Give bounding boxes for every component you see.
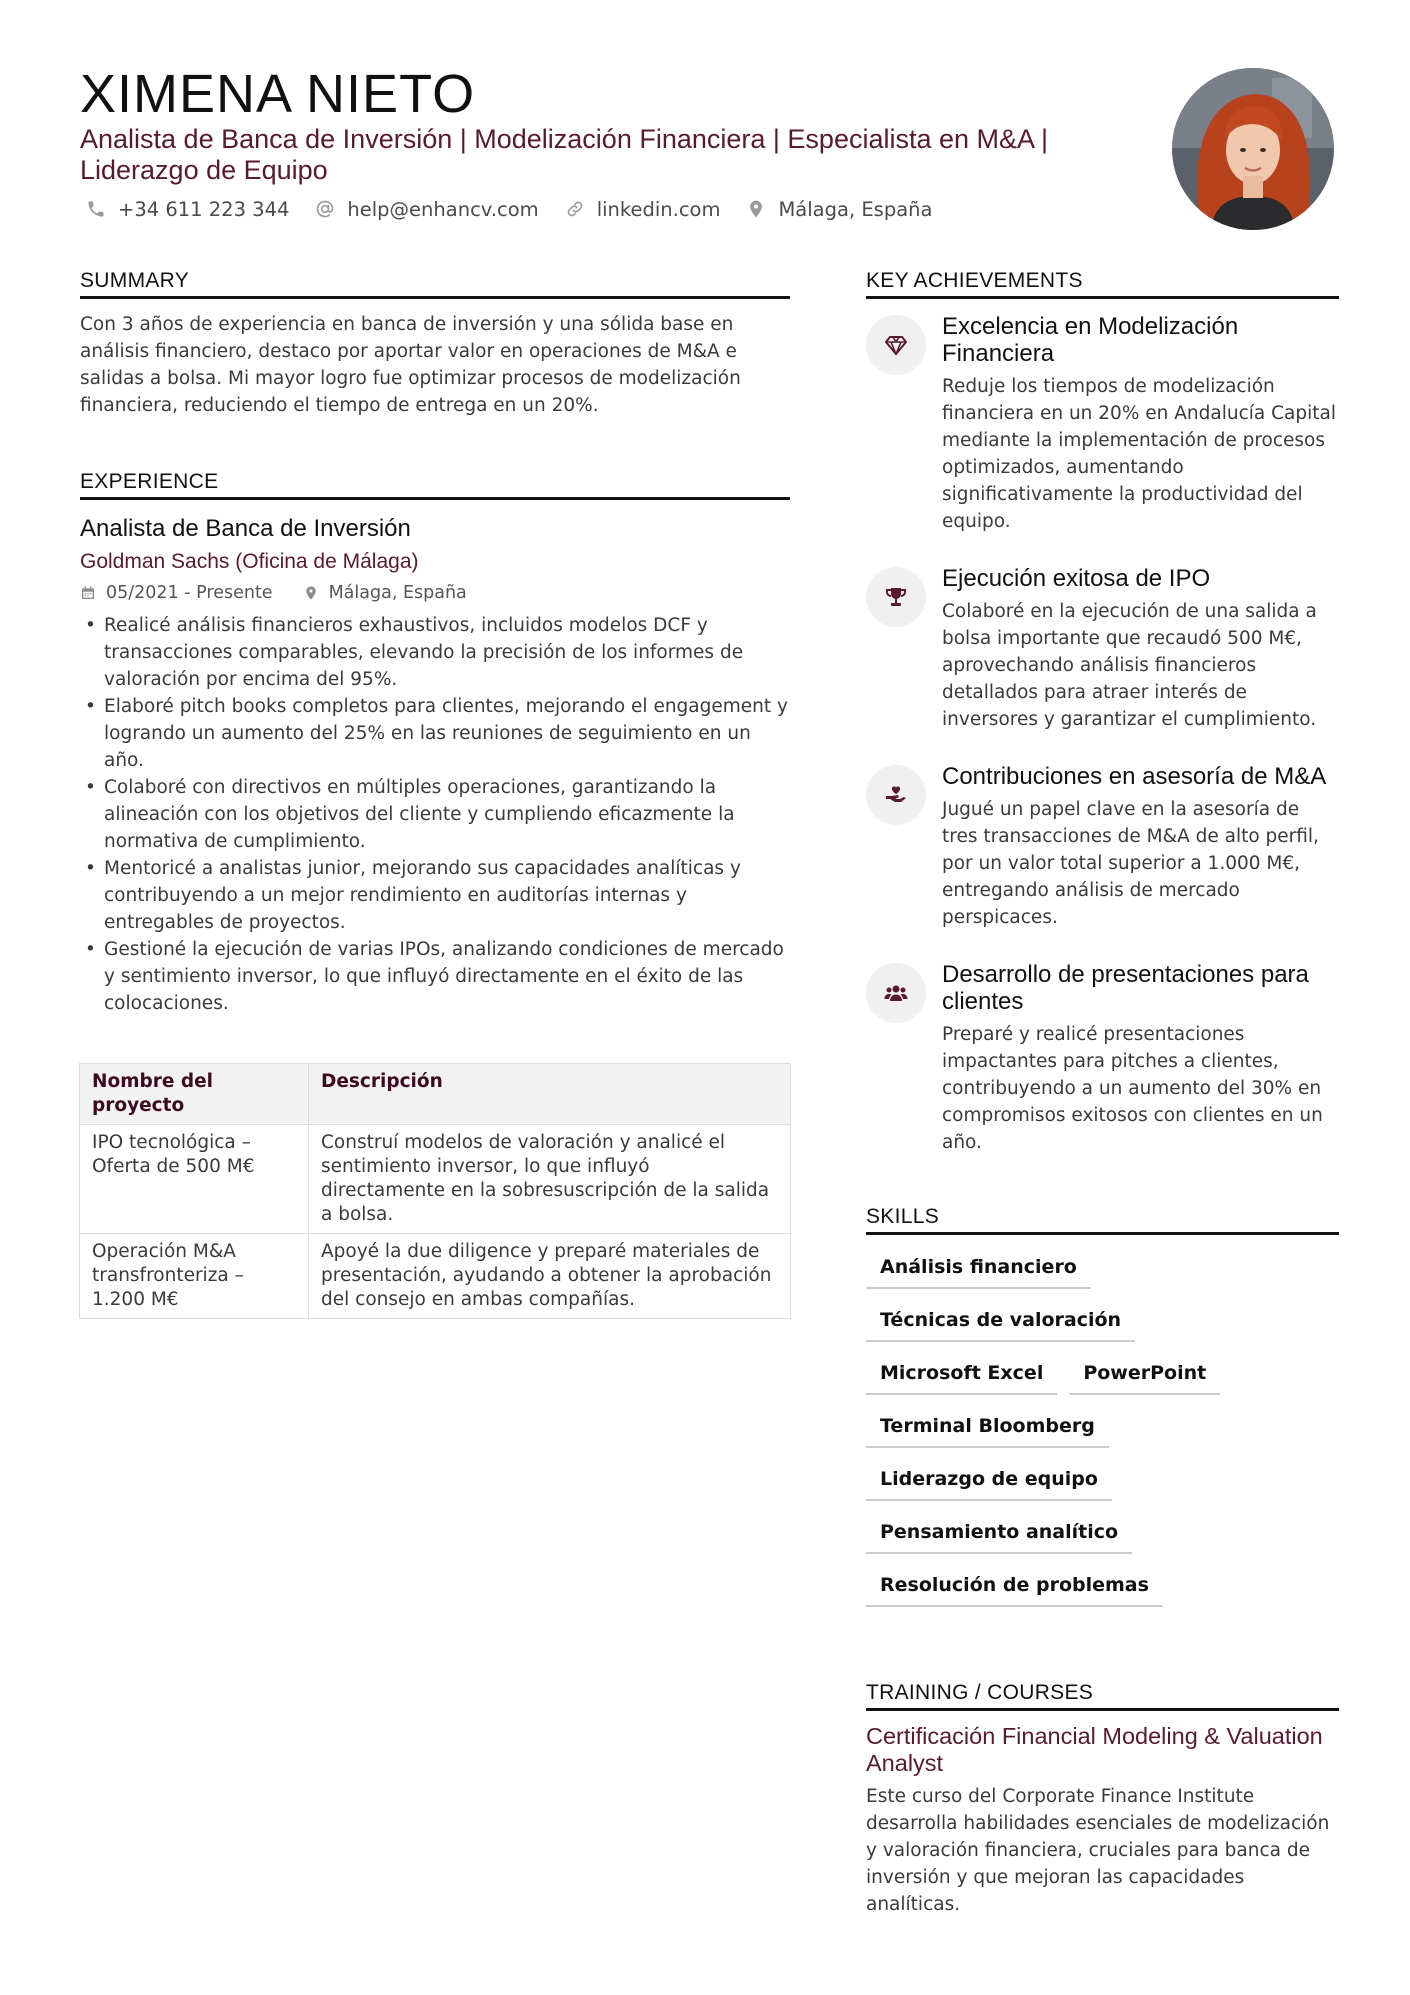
experience-heading: EXPERIENCE: [80, 469, 790, 500]
table-header-cell: Descripción: [309, 1064, 791, 1125]
skill-tag: Análisis financiero: [866, 1247, 1091, 1289]
job-location-text: Málaga, España: [328, 583, 467, 603]
users-icon: [884, 981, 908, 1005]
skill-tag: PowerPoint: [1069, 1353, 1220, 1395]
achievement-icon: [866, 765, 926, 825]
job-bullet: • Elaboré pitch books completos para clientes, mejorando el engagement y logrando un aumento del 25% en las reuniones de seguimiento en un año.: [80, 693, 790, 774]
skills-heading: SKILLS: [866, 1204, 1339, 1235]
course-desc: Este curso del Corporate Finance Institute desarrolla habilidades esenciales de modelización y valoración financiera, cruciales para banca de inversión y que mejoran las capacidades analíticas.: [866, 1786, 1330, 1915]
table-cell: Operación M&A transfronteriza – 1.200 M€: [80, 1234, 309, 1319]
skills-list: [866, 1247, 1339, 1618]
job-dates-text: 05/2021 - Presente: [106, 583, 273, 603]
skill-tag: Terminal Bloomberg: [866, 1406, 1109, 1448]
achievement-icon: [866, 315, 926, 375]
contact-phone: [86, 198, 289, 221]
skill-tag: Pensamiento analítico: [866, 1512, 1132, 1554]
achievement-icon: [866, 963, 926, 1023]
contact-email-text[interactable]: help@enhancv.com: [347, 197, 539, 221]
location-pin-icon: [746, 199, 766, 219]
job-bullet: • Colaboré con directivos en múltiples operaciones, garantizando la alineación con los objetivos del cliente y cumpliendo eficazmente la normativa de cumplimiento.: [80, 774, 790, 855]
contact-phone-text: +34 611 223 344: [118, 197, 290, 221]
profile-photo: [1172, 68, 1334, 230]
location-pin-icon: [303, 585, 319, 601]
contact-bar: [86, 194, 958, 224]
experience-section: [80, 469, 790, 1319]
table-header-row: [80, 1064, 791, 1125]
achievements-heading: KEY ACHIEVEMENTS: [866, 268, 1339, 299]
contact-location-text: Málaga, España: [778, 197, 933, 221]
achievement-item: [866, 961, 1339, 1156]
job-bullets: [80, 612, 790, 1017]
training-section: [866, 1680, 1339, 1918]
projects-table: [79, 1063, 791, 1319]
achievement-title: Excelencia en Modelización Financiera: [942, 313, 1239, 367]
table-row: [80, 1234, 791, 1319]
contact-linkedin[interactable]: [565, 198, 721, 221]
job-title: Analista de Banca de Inversión: [80, 515, 411, 542]
headline: Analista de Banca de Inversión | Modelización Financiera | Especialista en M&A | Liderazgo de Equipo: [80, 124, 1049, 185]
course-title: Certificación Financial Modeling & Valuation Analyst: [866, 1723, 1323, 1776]
job-bullet: • Mentoricé a analistas junior, mejorando sus capacidades analíticas y contribuyendo a un mejor rendimiento en auditorías internas y entregables de proyectos.: [80, 855, 790, 936]
table-cell: IPO tecnológica – Oferta de 500 M€: [80, 1125, 309, 1234]
achievement-title: Contribuciones en asesoría de M&A: [942, 763, 1327, 790]
job-meta: [80, 580, 790, 606]
skill-tag: Técnicas de valoración: [866, 1300, 1135, 1342]
right-column: [866, 268, 1339, 1918]
job-bullet: • Gestioné la ejecución de varias IPOs, analizando condiciones de mercado y sentimiento inversor, lo que influyó directamente en el éxito de las colocaciones.: [80, 936, 790, 1017]
achievement-desc: Preparé y realicé presentaciones impactantes para pitches a clientes, contribuyendo a un aumento del 30% en compromisos exitosos con clientes en un año.: [942, 1024, 1323, 1153]
achievement-icon: [866, 567, 926, 627]
summary-text: Con 3 años de experiencia en banca de inversión y una sólida base en análisis financiero, destaco por aportar valor en operaciones de M&A e salidas a bolsa. Mi mayor logro fue optimizar procesos de modelización financiera, reduciendo el tiempo de entrega en un 20%.: [80, 314, 741, 416]
job-location: [303, 583, 467, 603]
achievement-item: [866, 763, 1339, 931]
achievement-item: [866, 313, 1339, 535]
skill-tag: Resolución de problemas: [866, 1565, 1163, 1607]
job-bullet: • Realicé análisis financieros exhaustivos, incluidos modelos DCF y transacciones comparables, elevando la precisión de los informes de valoración por encima del 95%.: [80, 612, 790, 693]
trophy-icon: [884, 585, 908, 609]
company-name: Goldman Sachs (Oficina de Málaga): [80, 550, 419, 573]
table-header-cell: Nombre del proyecto: [80, 1064, 309, 1125]
calendar-icon: [80, 585, 96, 601]
achievement-desc: Reduje los tiempos de modelización financiera en un 20% en Andalucía Capital mediante la implementación de procesos optimizados, aumentando significativamente la productividad del equipo.: [942, 376, 1336, 532]
job-dates: [80, 583, 273, 603]
summary-heading: SUMMARY: [80, 268, 790, 299]
contact-location: [746, 198, 932, 221]
diamond-icon: [884, 333, 908, 357]
training-heading: TRAINING / COURSES: [866, 1680, 1339, 1711]
summary-section: [80, 268, 790, 419]
achievement-desc: Jugué un papel clave en la asesoría de tres transacciones de M&A de alto perfil, por un valor total superior a 1.000 M€, entregando análisis de mercado perspicaces.: [942, 799, 1319, 928]
link-icon: [565, 199, 585, 219]
table-cell: Apoyé la due diligence y preparé materiales de presentación, ayudando a obtener la aprobación del consejo en ambas compañías.: [309, 1234, 791, 1319]
at-icon: [315, 199, 335, 219]
contact-email[interactable]: [315, 198, 538, 221]
achievements-section: [866, 268, 1339, 1156]
skill-tag: Microsoft Excel: [866, 1353, 1057, 1395]
left-column: [80, 268, 790, 1319]
achievement-desc: Colaboré en la ejecución de una salida a bolsa importante que recaudó 500 M€, aprovechando análisis financieros detallados para atraer interés de inversores y garantizar el cumplimiento.: [942, 601, 1317, 730]
contact-linkedin-text[interactable]: linkedin.com: [596, 197, 721, 221]
skill-tag: Liderazgo de equipo: [866, 1459, 1112, 1501]
table-cell: Construí modelos de valoración y analicé el sentimiento inversor, lo que influyó directamente en la sobresuscripción de la salida a bolsa.: [309, 1125, 791, 1234]
achievement-title: Ejecución exitosa de IPO: [942, 565, 1211, 592]
achievement-item: [866, 565, 1339, 733]
table-row: [80, 1125, 791, 1234]
phone-icon: [86, 199, 106, 219]
achievement-title: Desarrollo de presentaciones para clientes: [942, 961, 1309, 1015]
skills-section: [866, 1204, 1339, 1618]
hand-heart-icon: [884, 783, 908, 807]
candidate-name: XIMENA NIETO: [80, 64, 476, 124]
